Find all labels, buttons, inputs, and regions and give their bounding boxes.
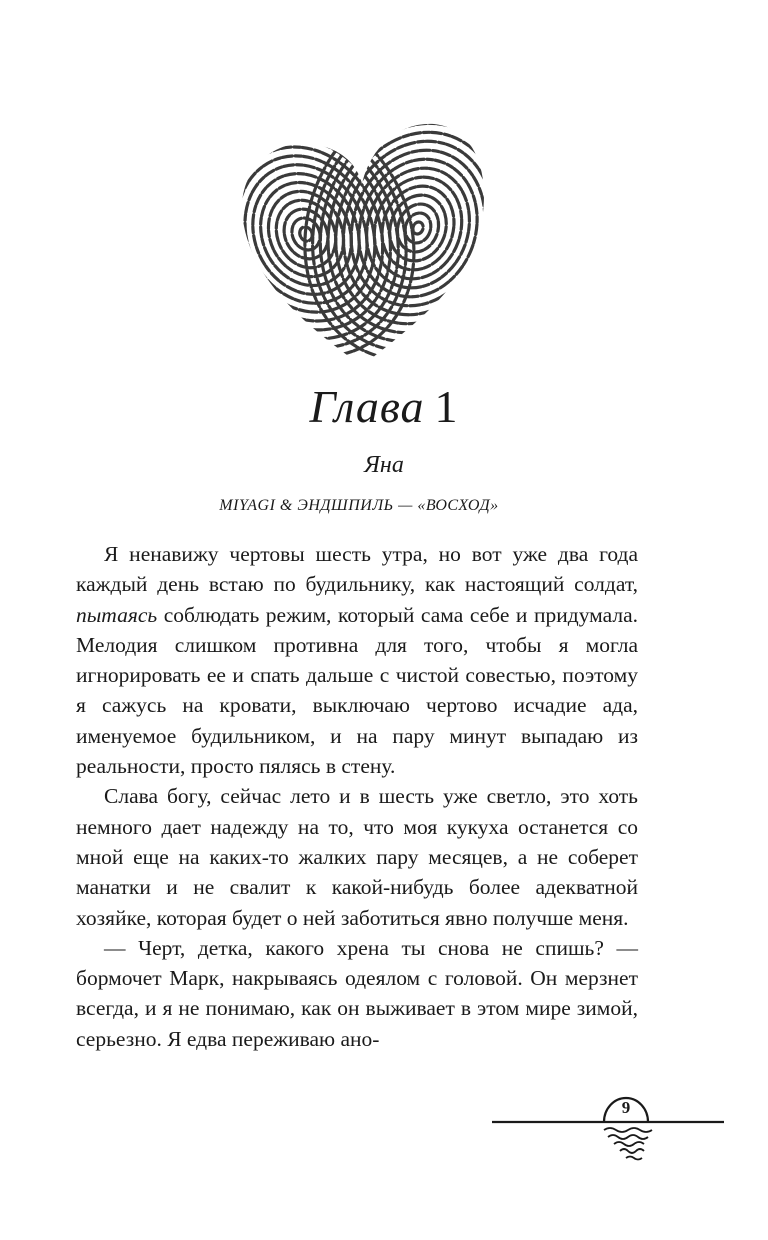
paragraph-1	[76, 539, 638, 781]
chapter-number: 1	[434, 381, 459, 432]
body-text	[76, 539, 638, 1054]
chapter-word: Глава	[309, 381, 425, 432]
paragraph-3: — Черт, детка, какого хрена ты снова не спишь? — бормочет Марк, накрываясь одеялом с головой. Он мерзнет всегда, и я не понимаю, как он выживает в этом мире зимой, серьезно. Я едва переживаю ано-	[76, 935, 638, 1051]
chapter-title	[0, 380, 768, 433]
paragraph-1-start: Я ненавижу чертовы шесть утра, но вот уже два года каждый день встаю по будильнику, как настоящий солдат,	[76, 542, 638, 597]
character-name: Яна	[364, 452, 404, 478]
page-number: 9	[621, 1098, 631, 1117]
fingerprint-heart-icon	[228, 108, 496, 376]
paragraph-2: Слава богу, сейчас лето и в шесть уже светло, это хоть немного дает надежду на то, что моя кукуха останется со мной еще на каких-то жалких пару месяцев, а не соберет манатки и не свалит к какой-нибудь более адекватной хозяйке, которая будет о ней заботиться явно получше меня.	[76, 784, 638, 930]
paragraph-1-end: соблюдать режим, который сама себе и придумала. Мелодия слишком противна для того, чтобы я могла игнорировать ее и спать дальше с чистой совестью, поэтому я сажусь на кровати, выключаю чертово исчадие ада, именуемое будильником, и на пару минут выпадаю из реальности, просто пялясь в стену.	[76, 602, 638, 779]
paragraph-1-emphasis: пытаясь	[76, 602, 158, 627]
epigraph: MIYAGI & ЭНДШПИЛЬ — «ВОСХОД»	[219, 497, 499, 514]
page-folio	[490, 1080, 726, 1170]
sun-reflection-icon	[490, 1080, 726, 1170]
